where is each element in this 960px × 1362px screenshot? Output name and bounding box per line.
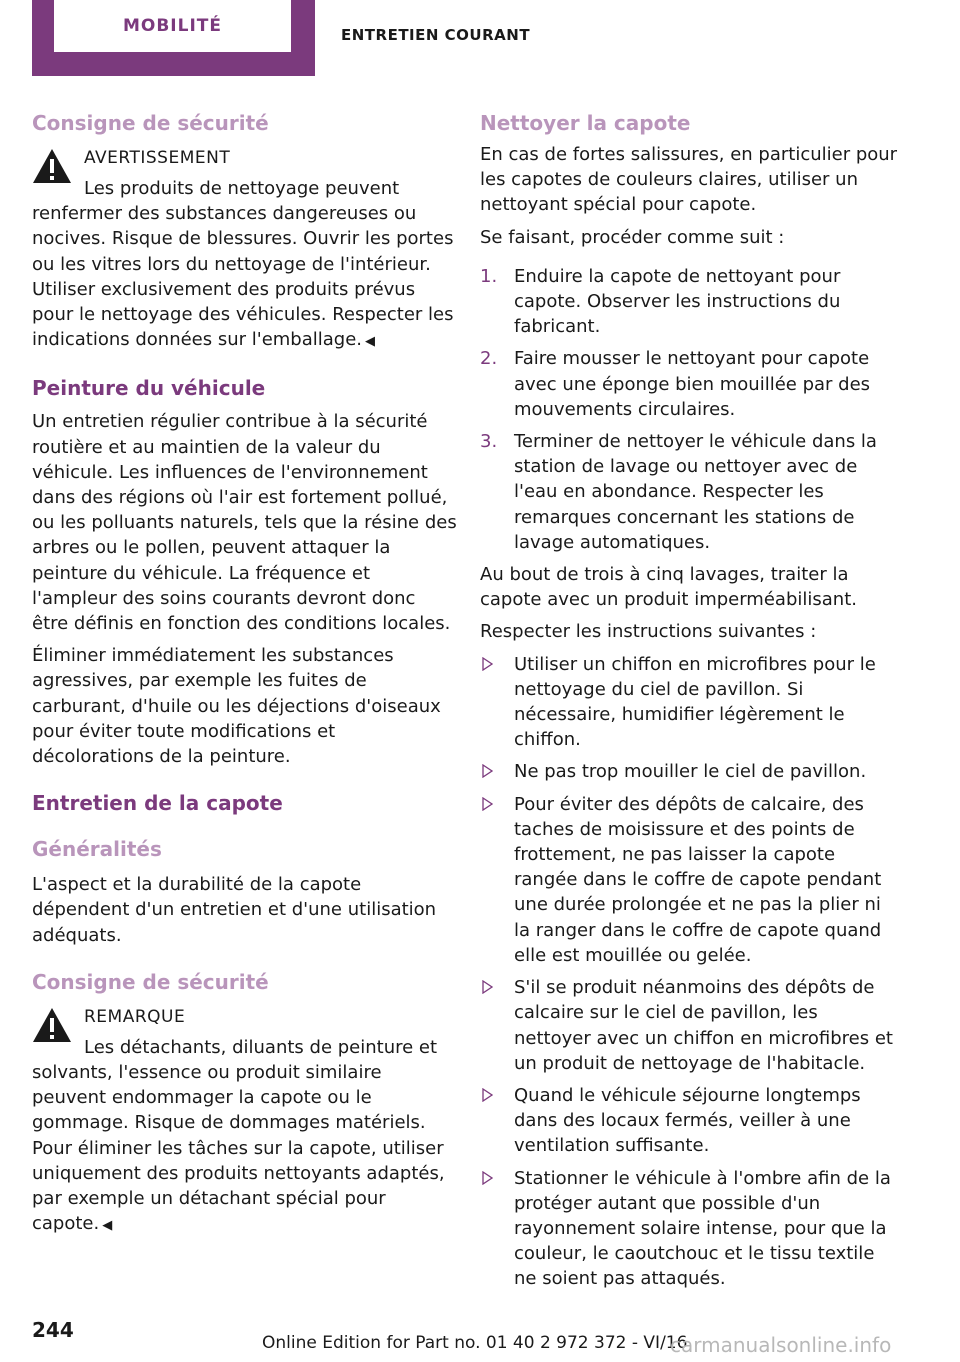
- procedure-paragraph: Se faisant, procéder comme suit :: [480, 226, 785, 248]
- bullet-text: Ne pas trop mouiller le ciel de pavillon.: [514, 761, 867, 783]
- page-number: 244: [32, 1318, 74, 1342]
- list-item: [480, 346, 900, 422]
- bullet-text: Stationner le véhicule à l'ombre afin de la protéger autant que possible d'un rayonnement solaire intense, pour que la couleur, le caoutchouc et le tissu textile ne soient pas attaqués.: [514, 1167, 891, 1290]
- bullet-text: S'il se produit néanmoins des dépôts de calcaire sur le ciel de pavillon, les nettoyer avec un chiffon en microfibres et un produit de nettoyage de l'habitacle.: [514, 977, 893, 1074]
- bullet-triangle-icon: [482, 1088, 493, 1102]
- general-paragraph: L'aspect et la durabilité de la capote dépendent d'un entretien et d'une utilisation adéquats.: [32, 874, 437, 946]
- step-number: 3.: [480, 431, 498, 453]
- list-item: [480, 264, 900, 340]
- chapter-tab-label: MOBILITÉ: [54, 0, 291, 52]
- warning-box: [32, 146, 457, 354]
- heading-general: Généralités: [32, 837, 162, 862]
- paint-paragraph-1: Un entretien régulier contribue à la sécurité routière et au maintien de la valeur du véhicule. Les influences de l'environnement dans des régions où l'air est fortement pollué, ou les polluants naturels, tels que la résine des arbres ou le pollen, peuvent attaquer la peinture du véhicule. La fréquence et l'ampleur des soins courants devront donc être définis en fonction des conditions locales.: [32, 411, 457, 635]
- list-item: [480, 1083, 900, 1159]
- list-item: [480, 652, 900, 753]
- list-item: [480, 429, 900, 555]
- follow-paragraph: Respecter les instructions suivantes :: [480, 621, 817, 643]
- warning-label: AVERTISSEMENT: [84, 148, 231, 168]
- edition-footer: Online Edition for Part no. 01 40 2 972 372 - VI/16: [262, 1333, 688, 1353]
- after-paragraph: Au bout de trois à cinq lavages, traiter la capote avec un produit imperméabilisant.: [480, 564, 857, 611]
- bullet-triangle-icon: [482, 797, 493, 811]
- bullet-triangle-icon: [482, 657, 493, 671]
- list-item: [480, 1166, 900, 1292]
- list-item: [480, 759, 900, 784]
- step-number: 1.: [480, 265, 498, 287]
- step-text: Enduire la capote de nettoyant pour capote. Observer les instructions du fabricant.: [514, 265, 841, 338]
- end-mark-icon: ◀: [102, 1218, 113, 1234]
- notice-label: REMARQUE: [84, 1006, 186, 1027]
- step-text: Terminer de nettoyer le véhicule dans la station de lavage ou nettoyer avec de l'eau en abondance. Respecter les remarques concernant les stations de lavage automatiques.: [514, 431, 877, 553]
- intro-paragraph: En cas de fortes salissures, en particulier pour les capotes de couleurs claires, utiliser un nettoyant spécial pour capote.: [480, 144, 898, 216]
- bullet-triangle-icon: [482, 764, 493, 778]
- heading-safety-1: Consigne de sécurité: [32, 111, 269, 135]
- bullet-text: Pour éviter des dépôts de calcaire, des taches de moisissure et des points de frottement, ne pas laisser la capote rangée dans le coffre de capote pendant une durée prolongée et ne pas la plier ni la ranger dans le coffre de capote quand elle est mouillée ou gelée.: [514, 793, 882, 966]
- heading-paint: Peinture du véhicule: [32, 376, 266, 401]
- steps-list: [480, 264, 900, 555]
- bullet-triangle-icon: [482, 980, 493, 994]
- warning-icon: [32, 1007, 72, 1043]
- bullet-triangle-icon: [482, 1171, 493, 1185]
- instructions-list: [480, 652, 900, 1292]
- left-column: [32, 110, 457, 1246]
- list-item: [480, 975, 900, 1076]
- list-item: [480, 792, 900, 968]
- watermark[interactable]: carmanualsonline.info: [670, 1333, 892, 1357]
- paint-paragraph-2: Éliminer immédiatement les substances agressives, par exemple les fuites de carburant, d'huile ou les déjections d'oiseaux pour éviter toute modifications et décolorations de la peinture.: [32, 645, 441, 768]
- heading-top-care: Entretien de la capote: [32, 791, 283, 816]
- warning-text: Les produits de nettoyage peuvent renfermer des substances dangereuses ou nocives. Risque de blessures. Ouvrir les portes ou les vitres lors du nettoyage de l'intérieur. Utiliser exclusivement des produits prévus pour le nettoyage des véhicules. Respecter les indications données sur l'emballage.: [32, 178, 454, 351]
- chapter-tab: [32, 0, 315, 76]
- section-title: ENTRETIEN COURANT: [341, 26, 531, 44]
- heading-safety-2: Consigne de sécurité: [32, 969, 269, 994]
- warning-icon: [32, 148, 72, 184]
- right-column: [480, 110, 900, 1299]
- step-text: Faire mousser le nettoyant pour capote avec une éponge bien mouillée par des mouvements circulaires.: [514, 348, 871, 420]
- bullet-text: Quand le véhicule séjourne longtemps dans des locaux fermés, veiller à une ventilation suffisante.: [514, 1084, 861, 1157]
- bullet-text: Utiliser un chiffon en microfibres pour le nettoyage du ciel de pavillon. Si nécessaire, humidifier légèrement le chiffon.: [514, 653, 876, 751]
- heading-clean-top: Nettoyer la capote: [480, 111, 691, 135]
- step-number: 2.: [480, 348, 498, 370]
- notice-text: Les détachants, diluants de peinture et solvants, l'essence ou produit similaire peuvent endommager la capote ou le gommage. Risque de dommages matériels. Pour éliminer les tâches sur la capote, utiliser uniquement des produits nettoyants adaptés, par exemple un détachant spécial pour capote.: [32, 1036, 445, 1235]
- end-mark-icon: ◀: [365, 334, 376, 350]
- notice-box: [32, 1005, 457, 1239]
